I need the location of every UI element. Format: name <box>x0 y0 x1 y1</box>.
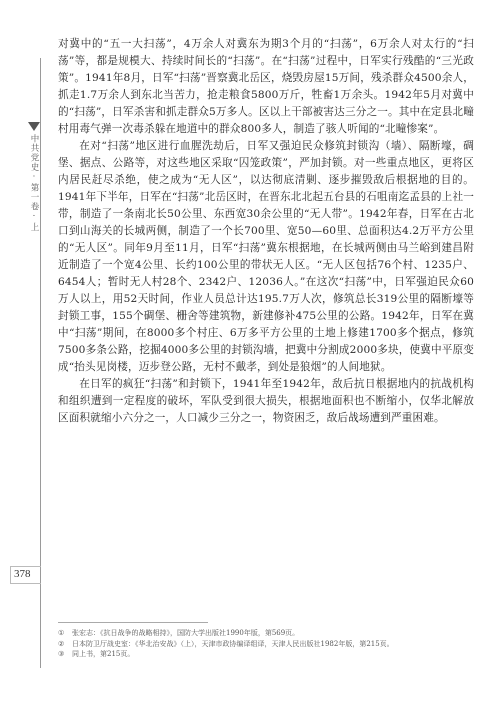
footnote-text: 张宏志：《抗日战争的战略相持》，国防大学出版社1990年版，第569页。 <box>72 629 300 637</box>
footnote-text: 日本防卫厅战史室：《华北治安战》（上），天津市政协编译组译，天津人民出版社1982年版，第215页。 <box>72 639 394 648</box>
running-head: 中共党史·第一卷·上 <box>29 134 39 232</box>
paragraph-3: 在日军的疯狂“扫荡”和封锁下，1941年至1942年，敌后抗日根据地内的抗战机构和组织遭到一定程度的破坏，军队受到很大损失，根据地面积也不断缩小，仅华北解放区面积就缩小六分之一，人口减少三分之一，物资困乏，敌后战场遭到严重困难。 <box>58 378 474 424</box>
footnote-mark: ② <box>58 639 65 648</box>
footnote-1 <box>58 628 474 639</box>
paragraph-2: 在对“扫荡”地区进行血腥洗劫后，日军又强迫民众修筑封锁沟（墙）、隔断壕，碉堡、据点、公路等，对这些地区采取“囚笼政策”，严加封锁。对一些重点地区，更将区内居民赶尽杀绝，使之成为“无人区”，以达彻底清剿、逐步摧毁敌后根据地的目的。1941年下半年，日军在“扫荡”北岳区时，在晋东北北起五台县的石咀南迄孟县的上社一带，制造了一条南北长50公里、东西宽30余公里的“无人带”。1942年春，日军在古北口到山海关的长城两侧，制造了一个长700里、宽50—60里、总面积达4.2万平方公里的“无人区”。同年9月至11月，日军“扫荡”冀东根据地，在长城两侧由马兰峪到建昌附近制造了一个宽4公里、长约100公里的带状无人区。“无人区包括76个村、1235户、6454人；暂时无人村28个、2342户、12036人。”在这次“扫荡”中，日军强迫民众60万人以上，用52天时间，作业人员总计达195.7万人次，修筑总长319公里的隔断壕等封锁工事，155个碉堡、栅舍等建筑物，新建修补475公里的公路。1942年，日军在冀中“扫荡”期间，在8000多个村庄、6万多平方公里的土地上修建1700多个据点，修筑7500多条公路，挖掘4000多公里的封锁沟墙，把冀中分割成2000多块，使冀中平原变成“抬头见岗楼，迈步登公路，无村不戴孝，到处是狼烟”的人间地狱。 <box>58 140 474 373</box>
footnote-separator <box>58 622 208 623</box>
triangle-marker-icon <box>28 122 40 131</box>
footnote-2 <box>58 639 474 650</box>
footnote-mark: ① <box>58 629 65 637</box>
footnote-mark: ③ <box>58 650 65 658</box>
body-text <box>58 36 474 427</box>
footnote-3 <box>58 649 474 660</box>
footnotes <box>58 628 474 660</box>
footnote-text: 同上书，第215页。 <box>72 650 135 658</box>
paragraph-1: 对冀中的“五一大扫荡”，4万余人对冀东为期3个月的“扫荡”，6万余人对太行的“扫荡”等，都是规模大、持续时间长的“扫荡”。在“扫荡”过程中，日军实行残酷的“三光政策”。1941年8月，日军“扫荡”晋察冀北岳区，烧毁房屋15万间，残杀群众4500余人，抓走1.7万余人到东北当苦力，抢走粮食5800万斤，牲畜1万余头。1942年5月对冀中的“扫荡”，日军杀害和抓走群众5万多人。区以上干部被害达三分之一。其中在定县北疃村用毒气弹一次毒杀躲在地道中的群众800多人，制造了骇人听闻的“北疃惨案”。 <box>58 38 474 135</box>
page-number: 378 <box>14 568 31 580</box>
